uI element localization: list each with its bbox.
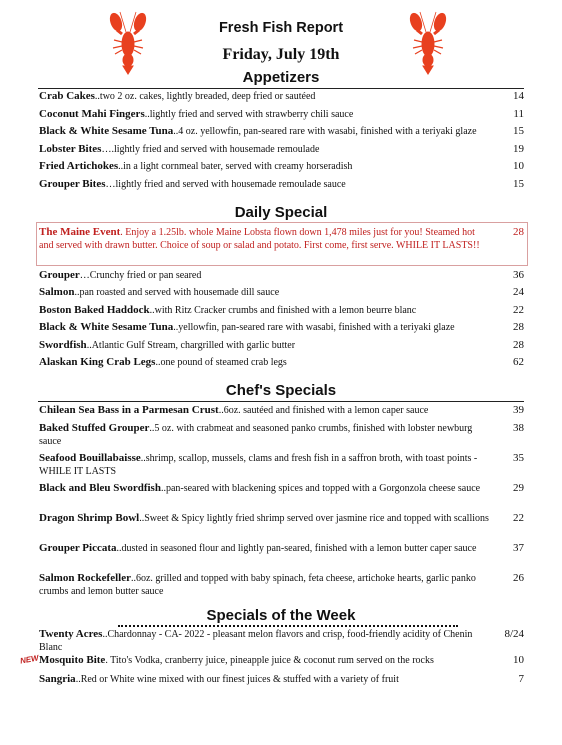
item-desc: . Tito's Vodka, cranberry juice, pineapple juice & coconut rum served on the rocks [105,655,434,666]
item-name: Baked Stuffed Grouper [39,422,150,434]
appetizers-heading: Appetizers [242,69,320,86]
item-price: 28 [513,339,524,351]
specials-of-week-heading: Specials of the Week [206,607,356,624]
menu-item [39,339,489,352]
item-desc: ..6oz. sautéed and finished with a lemon caper sauce [218,405,429,416]
item-name: Chilean Sea Bass in a Parmesan Crust [39,404,219,416]
item-name: The Maine Event [39,226,121,238]
menu-item [39,673,489,686]
item-desc: ..6oz. grilled and topped with baby spinach, feta cheese, artichoke hearts, garlic panko crumbs and lemon butter sauce [39,573,476,597]
item-price: 35 [513,452,524,464]
item-desc: ..dusted in seasoned flour and lightly pan-seared, finished with a lemon butter caper sauce [116,543,477,554]
item-price: 29 [513,482,524,494]
menu-item [39,452,489,478]
section-divider [38,88,524,89]
menu-item [39,422,489,448]
item-price: 28 [513,321,524,333]
item-price: 37 [513,542,524,554]
menu-item [39,108,489,121]
item-desc: ..two 2 oz. cakes, lightly breaded, deep fried or sautéed [94,91,316,102]
item-desc: ..Sweet & Spicy lightly fried shrimp served over jasmine rice and topped with scallions [139,513,489,524]
featured-special [39,226,489,252]
item-name: Sangria [39,673,76,685]
item-price: 14 [513,90,524,102]
menu-item [39,628,489,654]
item-name: Dragon Shrimp Bowl [39,512,140,524]
menu-item [39,482,489,495]
item-name: Seafood Bouillabaisse [39,452,141,464]
menu-item [39,178,489,191]
menu-item [39,356,489,369]
item-desc: ..4 oz. yellowfin, pan-seared rare with wasabi, finished with a teriyaki glaze [173,126,477,137]
dotted-divider [118,625,458,627]
menu-item [39,512,489,525]
item-name: Grouper Piccata [39,542,117,554]
menu-date: Friday, July 19th [222,46,340,63]
item-desc: …lightly fried and served with housemade remoulade sauce [105,179,346,190]
item-price: 36 [513,269,524,281]
item-name: Black & White Sesame Tuna [39,125,174,137]
item-desc: ..in a light cornmeal bater, served with creamy horseradish [118,161,353,172]
item-price: 26 [513,572,524,584]
item-name: Black and Bleu Swordfish [39,482,161,494]
menu-item [39,160,489,173]
daily-special-heading: Daily Special [234,204,328,221]
item-price: 19 [513,143,524,155]
item-desc: . Enjoy a 1.25lb. whole Maine Lobsta flown down 1,478 miles just for you! Steamed hot and served with drawn butter. Choice of soup or salad and potato. First come, first serve. WHILE IT LASTS!! [39,227,480,251]
item-price: 62 [513,356,524,368]
menu-item [39,542,489,555]
item-desc: ..one pound of steamed crab legs [155,357,287,368]
item-desc: ..shrimp, scallop, mussels, clams and fresh fish in a saffron broth, with toast points - WHILE IT LASTS [39,453,478,477]
item-name: Grouper [39,269,80,281]
item-desc: ….lightly fried and served with housemade remoulade [101,144,320,155]
item-desc: ..Atlantic Gulf Stream, chargrilled with garlic butter [86,340,296,351]
item-price: 15 [513,125,524,137]
item-desc: ..with Ritz Cracker crumbs and finished with a lemon beurre blanc [149,305,417,316]
item-desc: ..Chardonnay - CA- 2022 - pleasant melon flavors and crisp, food-friendly acidity of Chenin Blanc [39,629,473,653]
item-price: 10 [513,160,524,172]
menu-item [39,304,489,317]
item-desc: …Crunchy fried or pan seared [79,270,202,281]
menu-item [39,286,489,299]
menu-item [39,654,489,667]
item-price: 7 [518,673,524,685]
item-name: Salmon Rockefeller [39,572,131,584]
item-price: 11 [513,108,524,120]
item-name: Grouper Bites [39,178,106,190]
item-price: 22 [513,512,524,524]
item-name: Mosquito Bite [39,654,106,666]
item-desc: ..5 oz. with crabmeat and seasoned panko crumbs, finished with lobster newburg sauce [39,423,473,447]
menu-item [39,321,489,334]
menu-item [39,143,489,156]
menu-item [39,125,489,138]
item-name: Swordfish [39,339,87,351]
new-badge: NEW [19,653,40,666]
item-desc: ..pan-seared with blackening spices and topped with a Gorgonzola cheese sauce [160,483,481,494]
menu-item [39,90,489,103]
item-price: 8/24 [504,628,524,640]
item-name: Boston Baked Haddock [39,304,150,316]
item-name: Lobster Bites [39,143,102,155]
item-name: Salmon [39,286,75,298]
item-price: 24 [513,286,524,298]
item-name: Black & White Sesame Tuna [39,321,174,333]
item-price: 38 [513,422,524,434]
item-price: 15 [513,178,524,190]
item-name: Crab Cakes [39,90,95,102]
menu-item [39,269,489,282]
section-divider [38,401,524,402]
item-price: 39 [513,404,524,416]
item-price: 22 [513,304,524,316]
menu-title: Fresh Fish Report [218,20,344,36]
item-name: Coconut Mahi Fingers [39,108,145,120]
item-name: Fried Artichokes [39,160,119,172]
menu-item [39,572,489,598]
item-desc: ..pan roasted and served with housemade dill sauce [74,287,280,298]
item-price: 28 [513,226,524,238]
item-desc: ..yellowfin, pan-seared rare with wasabi, finished with a teriyaki glaze [173,322,455,333]
item-name: Twenty Acres [39,628,103,640]
menu-item [39,404,489,417]
chefs-specials-heading: Chef's Specials [225,382,337,399]
item-name: Alaskan King Crab Legs [39,356,156,368]
item-desc: ..lightly fried and served with strawberry chili sauce [144,109,354,120]
item-price: 10 [513,654,524,666]
item-desc: ..Red or White wine mixed with our finest juices & stuffed with a variety of fruit [75,674,399,685]
